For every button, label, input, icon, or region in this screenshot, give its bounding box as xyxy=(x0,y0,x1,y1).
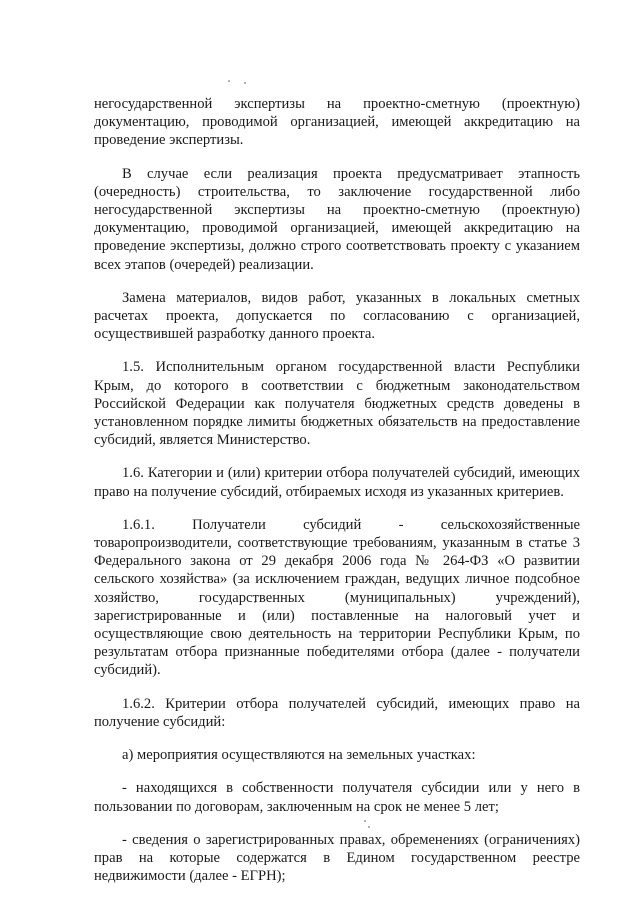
document-body xyxy=(94,95,580,900)
paragraph-bullet-ownership: - находящихся в собственности получателя субсидии или у него в пользовании по договорам, заключенным на срок не менее 5 лет; xyxy=(94,780,580,815)
paragraph-bullet-egrn: - сведения о зарегистрированных правах, обременениях (ограничениях) прав на которые содержатся в Едином государственном реестре недвижимости (далее - ЕГРН); xyxy=(94,831,580,885)
paragraph-material-replacement: Замена материалов, видов работ, указанных в локальных сметных расчетах проекта, допускается по согласованию с организацией, осуществившей разработку данного проекта. xyxy=(94,289,580,343)
paragraph-1-6-2: 1.6.2. Критерии отбора получателей субсидий, имеющих право на получение субсидий: xyxy=(94,695,580,730)
scan-speck xyxy=(228,80,230,82)
paragraph-1-6-1: 1.6.1. Получатели субсидий - сельскохозяйственные товаропроизводители, соответствующие требованиям, указанным в статье 3 Федерального закона от 29 декабря 2006 года № 264-ФЗ «О развитии сельского хозяйства» (за исключением граждан, ведущих личное подсобное хозяйство, государственных (муниципальных) учреждений), зарегистрированные и (или) поставленные на налоговый учет и осуществляющие свою деятельность на территории Республики Крым, по результатам отбора признанные победителями отбора (далее - получатели субсидий). xyxy=(94,516,580,679)
paragraph-1-6: 1.6. Категории и (или) критерии отбора получателей субсидий, имеющих право на получение субсидий, отбираемых исходя из указанных критериев. xyxy=(94,465,580,500)
paragraph-item-a: а) мероприятия осуществляются на земельных участках: xyxy=(122,747,476,764)
scan-speck xyxy=(244,82,246,84)
paragraph-continuation: негосударственной экспертизы на проектно-сметную (проектную) документацию, проводимой организацией, имеющей аккредитацию на проведение экспертизы. xyxy=(94,96,580,149)
paragraph-1-5: 1.5. Исполнительным органом государственной власти Республики Крым, до которого в соответствии с бюджетным законодательством Российской Федерации как получателя бюджетных средств доведены в установленном порядке лимиты бюджетных обязательств на предоставление субсидий, является Министерство. xyxy=(94,359,580,449)
paragraph-staging: В случае если реализация проекта предусматривает этапность (очередность) строительства, то заключение государственной либо негосударственной экспертизы на проектно-сметную (проектную) документацию, проводимой организацией, имеющей аккредитацию на проведение экспертизы, должно строго соответствовать проекту с указанием всех этапов (очередей) реализации. xyxy=(94,165,580,273)
